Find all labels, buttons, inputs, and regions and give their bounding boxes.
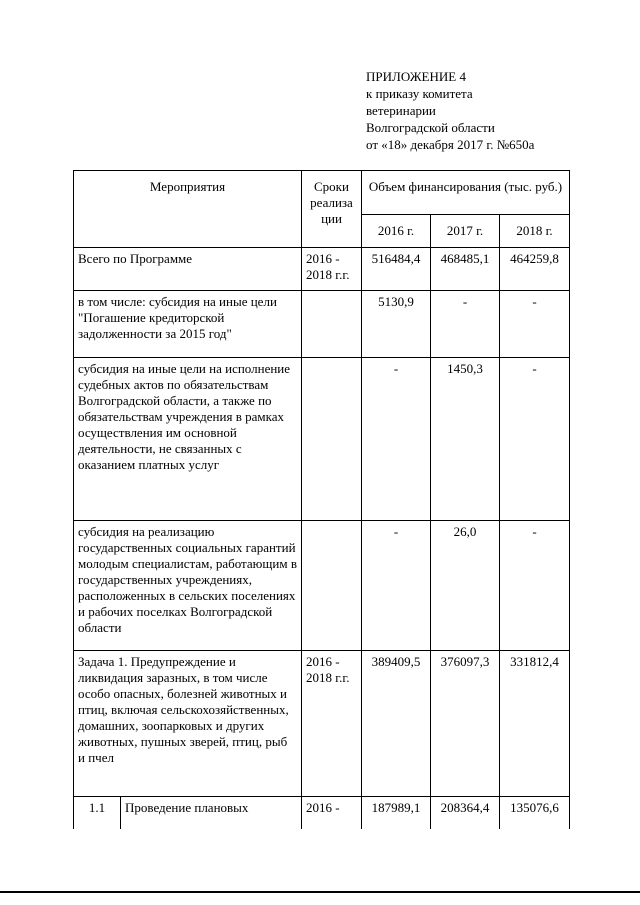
table-row [74,521,570,651]
row-value-2018: 464259,8 [500,248,570,291]
row-value-2016: - [362,521,431,651]
row-text: в том числе: субсидия на иные цели "Погашение кредиторской задолженности за 2015 год" [74,291,302,358]
appendix-line-order: к приказу комитета [366,86,473,101]
row-term [302,291,362,358]
row-value-2018: 135076,6 [500,797,570,829]
row-value-2018: - [500,358,570,521]
row-value-2017: 376097,3 [431,651,500,797]
row-value-2017: - [431,291,500,358]
row-term [302,358,362,521]
row-value-2018: 331812,4 [500,651,570,797]
row-value-2016: - [362,358,431,521]
row-value-2016: 389409,5 [362,651,431,797]
appendix-line-date: от «18» декабря 2017 г. №650а [366,137,535,152]
row-value-2017: 1450,3 [431,358,500,521]
header-year-2018: 2018 г. [500,215,570,248]
financing-table [73,170,570,829]
row-value-2016: 5130,9 [362,291,431,358]
row-text: Всего по Программе [74,248,302,291]
row-term [302,521,362,651]
row-value-2018: - [500,291,570,358]
header-funding: Объем финансирования (тыс. руб.) [362,171,570,215]
row-value-2017: 468485,1 [431,248,500,291]
row-term: 2016 - [302,797,362,829]
header-year-2017: 2017 г. [431,215,500,248]
appendix-line-committee: ветеринарии [366,103,436,118]
header-activities: Мероприятия [74,171,302,248]
row-term: 2016 - 2018 г.г. [302,651,362,797]
page-bottom-rule [0,891,640,893]
table-header-row [74,171,570,215]
appendix-header [366,68,534,153]
table-row [74,248,570,291]
row-value-2016: 516484,4 [362,248,431,291]
row-number: 1.1 [74,797,121,829]
appendix-title: ПРИЛОЖЕНИЕ 4 [366,69,466,84]
header-year-2016: 2016 г. [362,215,431,248]
row-value-2017: 208364,4 [431,797,500,829]
row-value-2016: 187989,1 [362,797,431,829]
header-terms: Сроки реализа ции [302,171,362,248]
table-row [74,651,570,797]
table-row [74,358,570,521]
row-value-2018: - [500,521,570,651]
table-row [74,291,570,358]
row-text: Проведение плановых [121,797,302,829]
row-text: субсидия на реализацию государственных социальных гарантий молодым специалистам, работающим в государственных учреждениях, расположенных в сельских поселениях и рабочих поселках Волгоградской области [74,521,302,651]
appendix-line-region: Волгоградской области [366,120,495,135]
row-text: субсидия на иные цели на исполнение судебных актов по обязательствам Волгоградской области, а также по обязательствам учреждения в рамках осуществления им основной деятельности, не связанных с оказанием платных услуг [74,358,302,521]
table-row [74,797,570,829]
row-value-2017: 26,0 [431,521,500,651]
row-term: 2016 - 2018 г.г. [302,248,362,291]
row-text: Задача 1. Предупреждение и ликвидация заразных, в том числе особо опасных, болезней животных и птиц, включая сельскохозяйственных, домашних, зоопарковых и других животных, пушных зверей, птиц, рыб и пчел [74,651,302,797]
